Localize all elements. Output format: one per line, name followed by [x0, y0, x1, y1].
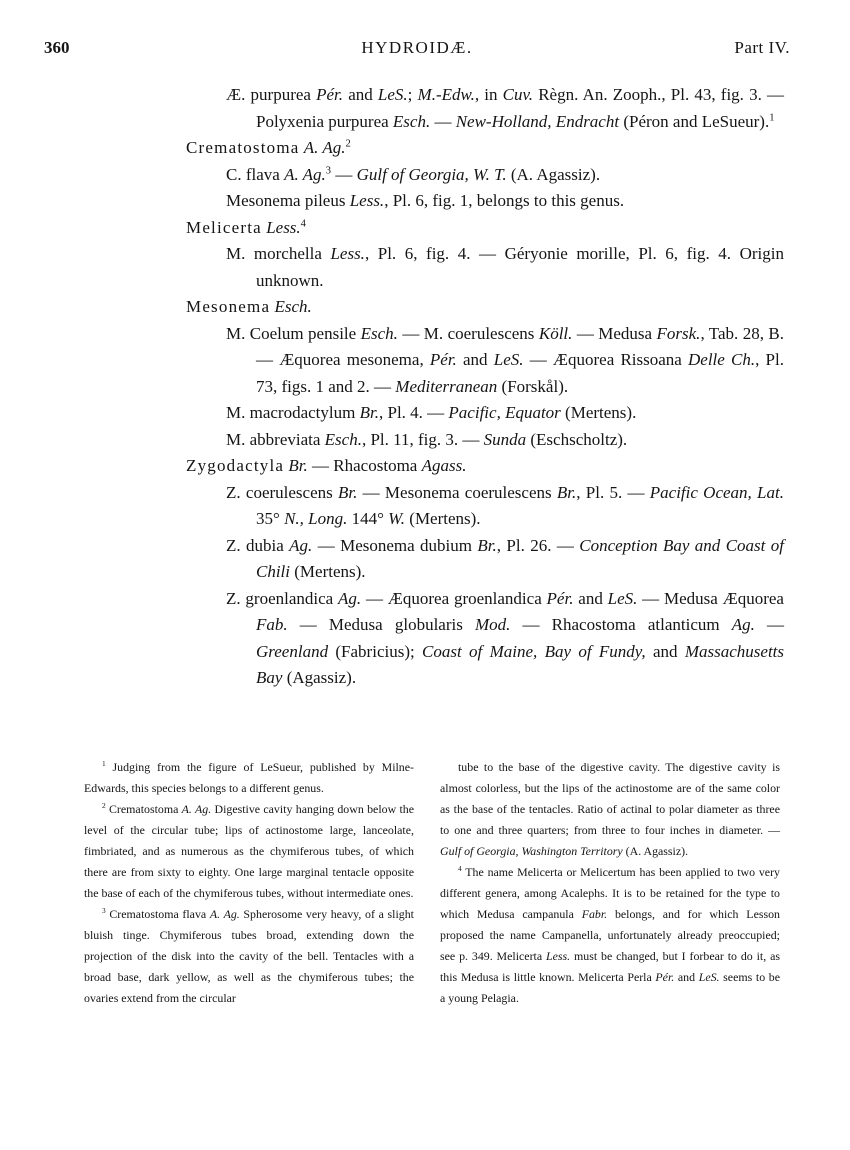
footnotes-right-column [440, 757, 780, 1009]
species-list [186, 82, 784, 692]
species-entry: Z. dubia Ag. — Mesonema dubium Br., Pl. 26. — Conception Bay and Coast of Chili (Mertens). [226, 535, 784, 581]
species-entry: Æ. purpurea Pér. and LeS.; M.-Edw., in Cuv. Règn. An. Zooph., Pl. 43, fig. 3. — Polyxenia purpurea Esch. — New-Holland, Endracht (Péron and LeSueur).$^1$ [226, 85, 785, 131]
footnote: $^3$ Crematostoma flava A. Ag. Spherosome very heavy, of a slight bluish tinge. Chymiferous tubes broad, extending down the projection of the disk into the cavity of the bell. Tentacles with a broad base, dark yellow, as well as the chymiferous tubes; the ovaries extend from the circular [84, 906, 414, 1005]
species-entry: Mesonema pileus Less., Pl. 6, fig. 1, belongs to this genus. [226, 191, 625, 210]
footnote: $^4$ The name Melicerta or Melicertum has been applied to two very different genera, among Acalephs. It is to be retained for the type to which Medusa campanula Fabr. belongs, and for which Lesson proposed the name Campanella, unfortunately already preoccupied; see p. 349. Melicerta Less. must be changed, but I forbear to do it, as this Medusa is little known. Melicerta Perla Pér. and LeS. seems to be a young Pelagia. [440, 864, 781, 1005]
species-entry: Z. coerulescens Br. — Mesonema coerulescens Br., Pl. 5. — Pacific Ocean, Lat. 35° N., Long. 144° W. (Mertens). [226, 482, 784, 528]
species-entry: M. macrodactylum Br., Pl. 4. — Pacific, Equator (Mertens). [226, 403, 637, 422]
species-entry: C. flava A. Ag.$^3$ — Gulf of Georgia, W. T. (A. Agassiz). [226, 164, 601, 184]
page-header [44, 38, 790, 62]
footnote: tube to the base of the digestive cavity. The digestive cavity is almost colorless, but the lips of the actinostome are of the same color as the base of the tentacles. Ratio of actinal to polar diameter as three to one and three quarters; from three to four inches in diameter. — Gulf of Georgia, Washington Territory (A. Agassiz). [440, 760, 780, 858]
genus-heading: Crematostoma A. Ag.$^2$ [186, 138, 351, 157]
species-entry: M. morchella Less., Pl. 6, fig. 4. — Géryonie morille, Pl. 6, fig. 4. Origin unknown. [226, 244, 784, 290]
footnote: $^2$ Crematostoma A. Ag. Digestive cavity hanging down below the level of the circular tube; lips of actinostome large, lanceolate, fimbriated, and as numerous as the chymiferous tubes, of which there are from sixty to eighty. One large marginal tentacle opposite the base of each of the chymiferous tubes, without intermediate ones. [84, 801, 414, 900]
species-entry: M. abbreviata Esch., Pl. 11, fig. 3. — Sunda (Eschscholtz). [226, 429, 628, 449]
footnote: $^1$ Judging from the figure of LeSueur, published by Milne-Edwards, this species belongs to a different genus. [84, 759, 414, 795]
genus-heading: Zygodactyla Br. — Rhacostoma Agass. [186, 456, 467, 475]
species-entry: Z. groenlandica Ag. — Æquorea groenlandica Pér. and LeS. — Medusa Æquorea Fab. — Medusa globularis Mod. — Rhacostoma atlanticum Ag. — Greenland (Fabricius); Coast of Maine, Bay of Fundy, and Massachusetts Bay (Agassiz). [226, 588, 785, 687]
genus-heading: Melicerta Less.$^4$ [186, 217, 306, 237]
genus-heading: Mesonema Esch. [186, 297, 312, 316]
footnotes-left-column [84, 757, 414, 1009]
page-number: 360 [44, 38, 70, 57]
part-label: Part IV. [734, 38, 790, 57]
species-entry: M. Coelum pensile Esch. — M. coerulescens Köll. — Medusa Forsk., Tab. 28, B. — Æquorea mesonema, Pér. and LeS. — Æquorea Rissoana Delle Ch., Pl. 73, figs. 1 and 2. — Mediterranean (Forskål). [226, 323, 784, 396]
running-title: HYDROIDÆ. [361, 38, 473, 57]
